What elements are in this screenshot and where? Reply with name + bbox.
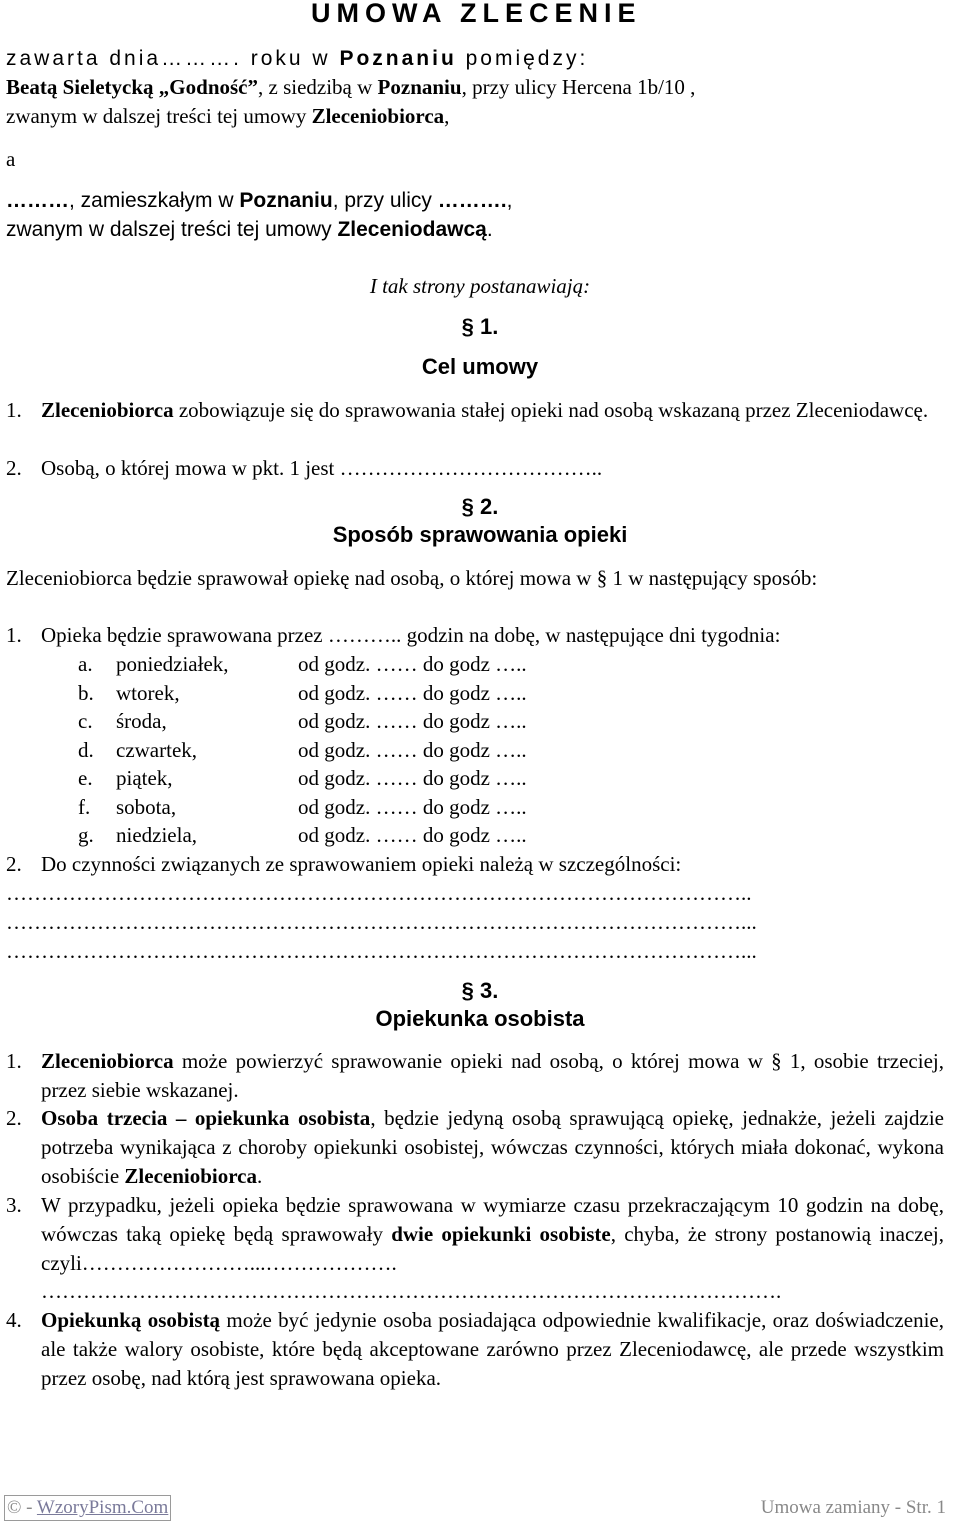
party2-dots1: ………: [6, 189, 69, 212]
s3-item2-rest: , będzie jedyną osobą sprawującą opiekę, jednakże, jeżeli zajdzie potrzeba wynikająca z choroby opiekunki osobistej, wówczas czynności, których miała dokonać, wykona osobiście: [41, 1106, 944, 1188]
s3-item4-number: 4.: [6, 1308, 22, 1332]
s3-item3-number: 3.: [6, 1193, 22, 1217]
s3-item1-rest: może powierzyć sprawowanie opieki nad osobą, o której mowa w § 1, osobie trzeciej, przez siebie wskazanej.: [41, 1049, 944, 1102]
day-letter: a.: [78, 652, 93, 676]
day-name: środa,: [116, 709, 167, 733]
s3-item1-bold: Zleceniobiorca: [41, 1049, 174, 1073]
party1-rest: , z siedzibą w: [258, 75, 378, 99]
day-time: od godz. …… do godz …..: [298, 795, 527, 819]
section-2-number: § 2.: [461, 494, 499, 519]
section-2-title: Sposób sprawowania opieki: [332, 522, 628, 547]
intro-text-a: zawarta dnia……….: [6, 47, 242, 70]
intro-text-c: pomiędzy:: [456, 47, 589, 70]
party2-dots2: ……….: [437, 189, 507, 212]
section-1-title: Cel umowy: [421, 354, 539, 379]
party2-role: Zleceniodawcą: [337, 218, 487, 241]
footer-page-label: Umowa zamiany - Str. 1: [760, 1497, 946, 1518]
s2-item2-number: 2.: [6, 852, 22, 876]
s2-dots-line-3: ……………………………………………………………………………………………...: [6, 939, 757, 963]
party1-line2: [6, 102, 449, 131]
s3-item2-number: 2.: [6, 1106, 22, 1130]
day-name: sobota,: [116, 795, 177, 819]
footer-source: [4, 1495, 171, 1521]
day-time: od godz. …… do godz …..: [298, 766, 527, 790]
s1-item2-number: 2.: [6, 456, 22, 480]
day-letter: c.: [78, 709, 93, 733]
s3-item1: [0, 1047, 960, 1105]
s1-item1-bold: Zleceniobiorca: [41, 398, 174, 422]
day-name: czwartek,: [116, 738, 198, 762]
footer-copyright: © -: [7, 1497, 37, 1518]
day-name: wtorek,: [116, 681, 180, 705]
s3-item3-a: W przypadku, jeżeli opieka będzie sprawowana w wymiarze czasu przekraczającym 10 godzin na dobę, wówczas taką opiekę będą sprawowały: [41, 1193, 944, 1246]
s3-item3-dots: …………………………………………………………………………………………….: [41, 1279, 782, 1303]
day-letter: e.: [78, 766, 93, 790]
s3-item4-text: [41, 1306, 944, 1393]
s3-item2-bold: Osoba trzecia – opiekunka osobista: [41, 1106, 371, 1130]
s3-item4: [0, 1306, 960, 1393]
day-name: niedziela,: [116, 823, 198, 847]
s2-item1-text: Opieka będzie sprawowana przez ……….. godzin na dobę, w następujące dni tygodnia:: [41, 623, 781, 647]
day-time: od godz. …… do godz …..: [298, 738, 527, 762]
day-letter: f.: [78, 795, 91, 819]
party1-name: Beatą Sieletycką „Godność”: [6, 75, 258, 99]
s3-item2: [0, 1104, 960, 1191]
section-3-title: Opiekunka osobista: [375, 1006, 585, 1031]
party2-text1: , zamieszkałym w: [69, 189, 240, 212]
party1-street: , przy ulicy Hercena 1b/10 ,: [461, 75, 696, 99]
s3-item3-bold: dwie opiekunki osobiste: [391, 1222, 611, 1246]
section-1-number: § 1.: [461, 314, 499, 339]
s2-dots-line-2: ……………………………………………………………………………………………...: [6, 910, 757, 934]
day-name: piątek,: [116, 766, 173, 790]
and-separator: a: [6, 147, 16, 171]
s3-item2-bold2: Zleceniobiorca: [124, 1164, 257, 1188]
s1-item1-rest: zobowiązuje się do sprawowania stałej opieki nad osobą wskazaną przez Zleceniodawcę.: [173, 398, 929, 422]
footer-link[interactable]: WzoryPism.Com: [36, 1497, 169, 1518]
s2-intro: Zleceniobiorca będzie sprawował opiekę nad osobą, o której mowa w § 1 w następujący sposób:: [6, 566, 818, 590]
document-title: UMOWA ZLECENIE: [311, 0, 642, 28]
day-time: od godz. …… do godz …..: [298, 823, 527, 847]
s2-item2-text: Do czynności związanych ze sprawowaniem opieki należą w szczególności:: [41, 852, 682, 876]
party2-city: Poznaniu: [239, 189, 333, 212]
s2-dots-line-1: ……………………………………………………………………………………………..: [6, 881, 752, 905]
s3-item3: [0, 1191, 960, 1278]
s1-item1-text: [41, 396, 944, 425]
s1-item1-number: 1.: [6, 398, 22, 422]
party1-line2-pre: zwanym w dalszej treści tej umowy: [6, 104, 312, 128]
day-letter: g.: [78, 823, 94, 847]
section-3-number: § 3.: [461, 978, 499, 1003]
s3-item3-b: , chyba, że strony postanowią inaczej, czyli……………………...……………….: [41, 1222, 944, 1275]
party2-text3: ,: [506, 189, 513, 212]
s1-item1: [0, 396, 960, 456]
s3-item1-number: 1.: [6, 1049, 22, 1073]
day-time: od godz. …… do godz …..: [298, 709, 527, 733]
party2-line1: [6, 186, 512, 215]
s3-item2-text: [41, 1104, 944, 1191]
party1-line1: [6, 73, 695, 102]
s3-item4-bold: Opiekunką osobistą: [41, 1308, 221, 1332]
intro-text-b: roku w: [241, 47, 340, 70]
party2-text2: , przy ulicy: [332, 189, 438, 212]
s3-item3-text: [41, 1191, 944, 1278]
day-time: od godz. …… do godz …..: [298, 652, 527, 676]
day-time: od godz. …… do godz …..: [298, 681, 527, 705]
intro-city: Poznaniu: [339, 47, 457, 70]
preamble: I tak strony postanawiają:: [369, 274, 591, 298]
party1-city: Poznaniu: [377, 75, 462, 99]
s2-item1-number: 1.: [6, 623, 22, 647]
party2-line2-post: .: [486, 218, 493, 241]
contract-intro: [6, 44, 588, 73]
day-letter: b.: [78, 681, 94, 705]
s1-item2-text: Osobą, o której mowa w pkt. 1 jest ………………………………..: [41, 456, 603, 480]
day-name: poniedziałek,: [116, 652, 229, 676]
s3-item4-rest: może być jedynie osoba posiadająca odpowiednie kwalifikacje, oraz doświadczenie, ale także walory osobiste, które będą akceptowane zarówno przez Zleceniodawcę, ale przede wszystkim przez osobę, nad którą jest sprawowana opieka.: [41, 1308, 944, 1390]
day-letter: d.: [78, 738, 94, 762]
party1-line2-post: ,: [444, 104, 450, 128]
party1-role: Zleceniobiorca: [311, 104, 445, 128]
s3-item2-end: .: [257, 1164, 263, 1188]
party2-line2-pre: zwanym w dalszej treści tej umowy: [6, 218, 338, 241]
s3-item1-text: [41, 1047, 944, 1105]
party2-line2: [6, 215, 493, 244]
